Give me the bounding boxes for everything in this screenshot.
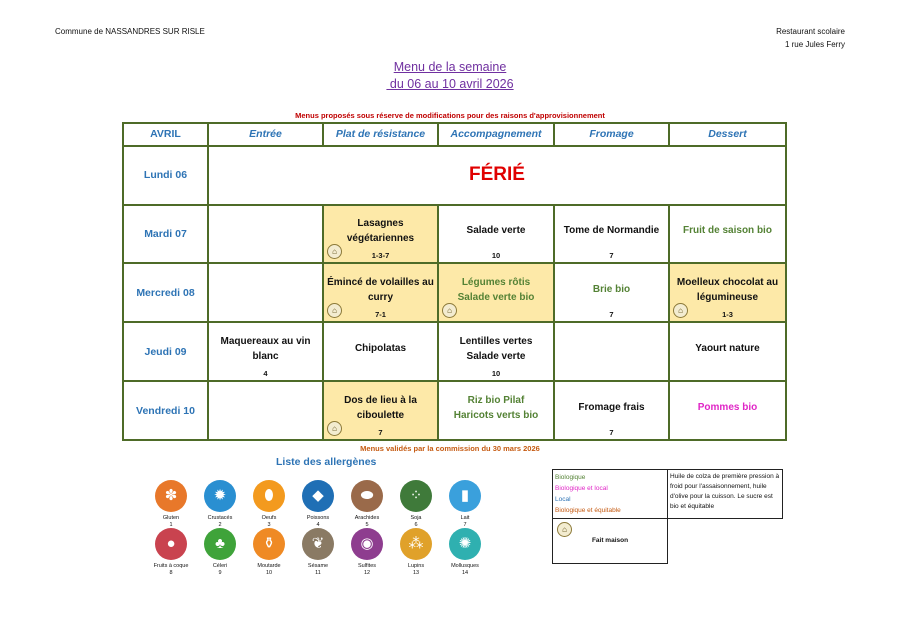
allergen-item xyxy=(444,480,486,529)
fish-icon: ◆ xyxy=(302,480,334,512)
dish-name: Émincé de volailles au curry xyxy=(327,276,434,303)
legend-empty xyxy=(668,519,783,564)
allergen-name: Mollusques xyxy=(451,563,479,569)
allergen-codes: 7 xyxy=(609,251,614,261)
allergen-name: Moutarde xyxy=(257,563,281,569)
label-bio-equitable: Biologique et équitable xyxy=(555,507,621,514)
allergen-codes: 7 xyxy=(609,428,614,437)
allergen-codes: 7 xyxy=(378,428,383,437)
header-entree: Entrée xyxy=(208,123,323,146)
label-local: Local xyxy=(555,496,571,503)
allergen-number: 5 xyxy=(365,522,369,528)
dish-name: Moelleux chocolat au légumineuse xyxy=(676,276,779,303)
thursday-fromage xyxy=(554,322,669,381)
dish-line: Riz bio Pilaf xyxy=(467,394,525,406)
label-legend xyxy=(552,469,783,564)
restaurant-name: Restaurant scolaire xyxy=(776,27,845,36)
label-colors xyxy=(553,470,668,519)
allergen-codes: 1-3-7 xyxy=(371,251,390,261)
sesame-icon: ❦ xyxy=(302,528,334,560)
oil-sugar-note: Huile de colza de première pression à froid pour l'assaisonnement, huile d'olive pour la cuisson. Le sucre est bio et équitable xyxy=(668,470,783,519)
allergen-name: Oeufs xyxy=(261,515,277,521)
title-line-2: du 06 au 10 avril 2026 xyxy=(386,77,514,91)
header-dessert: Dessert xyxy=(669,123,786,146)
allergen-item xyxy=(297,480,339,529)
day-thursday: Jeudi 09 xyxy=(123,322,208,381)
celery-icon: ♣ xyxy=(204,528,236,560)
allergen-codes: 10 xyxy=(491,251,501,261)
allergen-label xyxy=(297,563,339,577)
allergen-name: Soja xyxy=(410,515,422,521)
fait-maison-icon: ⌂ xyxy=(327,303,342,318)
thursday-plat xyxy=(323,322,438,381)
header-fromage: Fromage xyxy=(554,123,669,146)
dish-name: Dos de lieu à la ciboulette xyxy=(344,394,417,421)
holiday-label: FÉRIÉ xyxy=(469,164,525,186)
wednesday-accompagnement xyxy=(438,263,554,322)
wednesday-dessert xyxy=(669,263,786,322)
allergen-item xyxy=(395,528,437,577)
day-monday: Lundi 06 xyxy=(123,146,208,205)
mustard-icon: ⚱ xyxy=(253,528,285,560)
validation-note: Menus validés par la commission du 30 mars 2026 xyxy=(360,444,540,453)
allergen-name: Sulfites xyxy=(357,563,377,569)
allergen-label xyxy=(150,563,192,577)
tuesday-fromage xyxy=(554,205,669,264)
friday-dessert xyxy=(669,381,786,440)
allergen-number: 3 xyxy=(267,522,271,528)
friday-accompagnement xyxy=(438,381,554,440)
wednesday-fromage xyxy=(554,263,669,322)
tuesday-entree xyxy=(208,205,323,264)
allergen-codes: 1-3 xyxy=(722,310,733,320)
dish-line: Salade verte xyxy=(466,350,526,362)
fait-maison-legend xyxy=(553,519,668,564)
allergen-number: 2 xyxy=(218,522,222,528)
wednesday-entree xyxy=(208,263,323,322)
friday-entree xyxy=(208,381,323,440)
day-wednesday: Mercredi 08 xyxy=(123,263,208,322)
allergen-item xyxy=(444,528,486,577)
fait-maison-icon: ⌂ xyxy=(557,522,572,537)
allergen-codes: 4 xyxy=(263,369,268,379)
allergen-codes: 7-1 xyxy=(375,310,386,320)
allergen-item xyxy=(150,528,192,577)
thursday-accompagnement xyxy=(438,322,554,381)
sulfite-icon: ◉ xyxy=(351,528,383,560)
wednesday-plat xyxy=(323,263,438,322)
allergen-number: 13 xyxy=(412,570,420,576)
allergen-name: Fruits à coque xyxy=(153,563,189,569)
allergen-name: Poissons xyxy=(306,515,330,521)
allergen-item xyxy=(346,480,388,529)
table-row xyxy=(123,381,786,440)
allergen-number: 11 xyxy=(315,570,321,576)
thursday-dessert xyxy=(669,322,786,381)
allergen-label xyxy=(297,515,339,529)
label-bio: Biologique xyxy=(555,474,586,481)
dish-name: Tome de Normandie xyxy=(563,225,660,237)
allergen-number: 10 xyxy=(265,570,273,576)
allergen-label xyxy=(150,515,192,529)
dish-name: Lasagnes végétariennes xyxy=(346,217,415,244)
table-row xyxy=(123,322,786,381)
dish-name xyxy=(441,393,551,429)
lupin-icon: ⁂ xyxy=(400,528,432,560)
allergen-name: Sésame xyxy=(307,563,329,569)
peanut-icon: ⬬ xyxy=(351,480,383,512)
allergen-name: Gluten xyxy=(162,515,180,521)
allergen-number: 12 xyxy=(363,570,371,576)
tuesday-plat xyxy=(323,205,438,264)
table-row xyxy=(123,205,786,264)
allergen-number: 8 xyxy=(169,570,173,576)
friday-plat xyxy=(323,381,438,440)
dish-name: Chipolatas xyxy=(354,343,407,355)
allergens-title: Liste des allergènes xyxy=(276,456,377,468)
allergen-item xyxy=(346,528,388,577)
allergen-number: 14 xyxy=(461,570,469,576)
allergen-label xyxy=(346,563,388,577)
allergen-number: 1 xyxy=(169,522,173,528)
fait-maison-label: Fait maison xyxy=(591,537,629,544)
dish-line: Légumes rôtis xyxy=(461,276,531,288)
allergen-label xyxy=(346,515,388,529)
allergen-number: 7 xyxy=(463,522,467,528)
thursday-entree xyxy=(208,322,323,381)
dish-name xyxy=(441,275,551,311)
fait-maison-icon: ⌂ xyxy=(327,421,342,436)
allergen-label xyxy=(199,563,241,577)
label-bio-local: Biologique et local xyxy=(555,485,608,492)
fait-maison-icon: ⌂ xyxy=(442,303,457,318)
dish-name: Pommes bio xyxy=(697,402,758,414)
fait-maison-icon: ⌂ xyxy=(673,303,688,318)
menu-title xyxy=(0,59,900,93)
holiday-cell xyxy=(208,146,786,205)
nut-icon: ● xyxy=(155,528,187,560)
dish-name: Fruit de saison bio xyxy=(683,225,772,237)
day-tuesday: Mardi 07 xyxy=(123,205,208,264)
allergen-label xyxy=(444,563,486,577)
wheat-icon: ✽ xyxy=(155,480,187,512)
allergen-item xyxy=(297,528,339,577)
allergen-codes: 7 xyxy=(609,310,614,320)
allergen-item xyxy=(199,528,241,577)
fait-maison-icon: ⌂ xyxy=(327,244,342,259)
friday-fromage xyxy=(554,381,669,440)
allergen-number: 9 xyxy=(218,570,222,576)
allergen-item xyxy=(248,480,290,529)
dish-name: Brie bio xyxy=(592,284,631,296)
allergen-name: Arachides xyxy=(354,515,380,521)
allergen-name: Lait xyxy=(460,515,470,521)
dish-line: Lentilles vertes xyxy=(459,335,533,347)
allergen-item xyxy=(395,480,437,529)
dish-line: Salade verte bio xyxy=(457,291,535,303)
dish-name: Yaourt nature xyxy=(695,343,760,355)
restaurant-street: 1 rue Jules Ferry xyxy=(784,40,845,49)
shell-icon: ✺ xyxy=(449,528,481,560)
allergen-item xyxy=(248,528,290,577)
allergen-item xyxy=(199,480,241,529)
table-row xyxy=(123,146,786,205)
allergen-number: 4 xyxy=(316,522,320,528)
table-header-row xyxy=(123,123,786,146)
allergen-item xyxy=(150,480,192,529)
title-line-1: Menu de la semaine xyxy=(393,60,507,74)
soy-icon: ⁘ xyxy=(400,480,432,512)
allergen-label xyxy=(395,515,437,529)
weekly-menu-table xyxy=(122,122,787,441)
dish-name: Fromage frais xyxy=(578,402,645,414)
dish-name: Maquereaux au vin blanc xyxy=(220,335,311,362)
day-friday: Vendredi 10 xyxy=(123,381,208,440)
allergen-label xyxy=(248,563,290,577)
commune-name: Commune de NASSANDRES SUR RISLE xyxy=(55,27,205,36)
dish-line: Haricots verts bio xyxy=(453,409,539,421)
restaurant-address xyxy=(776,25,845,51)
table-row xyxy=(123,263,786,322)
header-month: AVRIL xyxy=(123,123,208,146)
header-plat: Plat de résistance xyxy=(323,123,438,146)
dish-name: Salade verte xyxy=(466,225,526,237)
allergen-label xyxy=(248,515,290,529)
egg-icon: ⬮ xyxy=(253,480,285,512)
allergen-name: Céleri xyxy=(212,563,228,569)
allergen-label xyxy=(199,515,241,529)
allergen-label xyxy=(395,563,437,577)
allergen-codes: 10 xyxy=(491,369,501,379)
allergen-name: Crustacés xyxy=(207,515,233,521)
crab-icon: ✹ xyxy=(204,480,236,512)
dish-name xyxy=(441,334,551,370)
tuesday-dessert xyxy=(669,205,786,264)
milk-icon: ▮ xyxy=(449,480,481,512)
supply-warning: Menus proposés sous réserve de modifications pour des raisons d'approvisionnement xyxy=(295,111,605,120)
allergen-name: Lupins xyxy=(407,563,425,569)
header-accompagnement: Accompagnement xyxy=(438,123,554,146)
allergen-number: 6 xyxy=(414,522,418,528)
tuesday-accompagnement xyxy=(438,205,554,264)
allergen-label xyxy=(444,515,486,529)
